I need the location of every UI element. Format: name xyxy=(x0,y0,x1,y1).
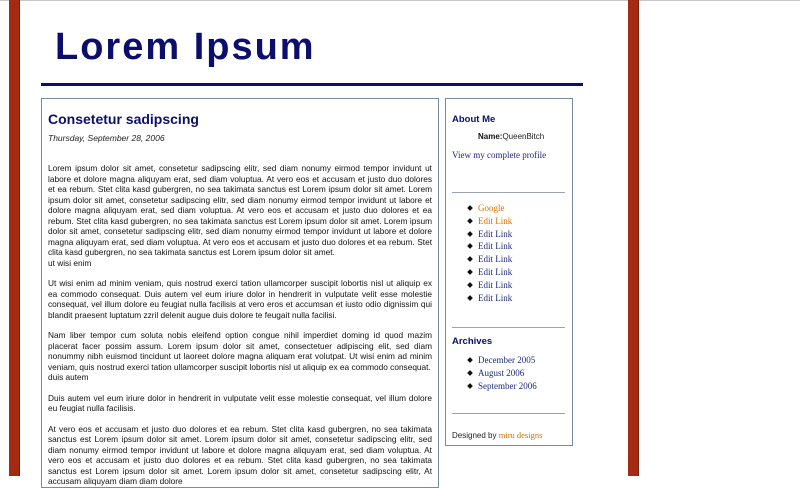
designed-by xyxy=(452,430,542,440)
profile-name-value: QueenBitch xyxy=(502,132,545,141)
edit-link[interactable]: Edit Link xyxy=(478,241,513,252)
view-profile-link[interactable]: View my complete profile xyxy=(452,150,547,160)
post-date: Thursday, September 28, 2006 xyxy=(48,133,165,143)
archive-link-august-2006[interactable]: August 2006 xyxy=(478,367,525,378)
post-paragraph-text: Nam liber tempor cum soluta nobis eleifend option congue nihil imperdiet doming id quod mazim placerat facer possim assum. Lorem ipsum dolor sit amet, consectetuer adipiscing elit, sed diam nonummy nibh euismod tincidunt ut laoreet dolore magna aliquam erat volutpat. Ut wisi enim ad minim veniam, quis nostrud exerci tation ullamcorper suscipit lobortis nisl ut aliquip ex ea commodo consequat. xyxy=(48,330,432,372)
post-paragraph: Duis autem vel eum iriure dolor in hendrerit in vulputate velit esse molestie consequat, vel illum dolore eu feugiat nulla facilisis. xyxy=(48,392,432,413)
title-divider xyxy=(41,83,583,86)
list-item xyxy=(466,292,512,305)
sidebar-divider xyxy=(452,192,565,193)
left-accent-bar xyxy=(9,0,19,476)
list-item xyxy=(466,367,537,380)
edit-link[interactable]: Edit Link xyxy=(478,279,513,290)
sidebar xyxy=(445,98,573,446)
designer-link[interactable]: miru designs xyxy=(498,430,543,440)
post-paragraph: Ut wisi enim ad minim veniam, quis nostrud exerci tation ullamcorper suscipit lobortis nisl ut aliquip ex ea commodo consequat. Duis autem vel eum iriure dolor in hendrerit in vulputate velit esse molestie consequat, vel illum dolore eu feugiat nulla facilisis at vero eros et accumsan et iusto odio dignissim qui blandit praesent luptatum zzril delenit augue duis dolore te feugait nulla facilisi. xyxy=(48,278,432,320)
post-body xyxy=(48,163,432,487)
edit-link[interactable]: Edit Link xyxy=(478,266,513,277)
site-title[interactable]: Lorem Ipsum xyxy=(55,26,316,68)
post-paragraph-text: duis autem xyxy=(48,372,89,382)
archive-link-september-2006[interactable]: September 2006 xyxy=(478,380,537,391)
profile-name-label: Name: xyxy=(478,132,503,141)
main-content xyxy=(41,98,439,488)
archives-heading: Archives xyxy=(452,336,493,347)
top-border xyxy=(0,0,800,1)
link-google[interactable]: Google xyxy=(478,203,505,213)
archives-list xyxy=(466,354,537,392)
list-item xyxy=(466,215,512,228)
archive-link-december-2005[interactable]: December 2005 xyxy=(478,355,536,365)
profile-name xyxy=(478,132,544,141)
edit-link[interactable]: Edit Link xyxy=(478,228,513,239)
list-item xyxy=(466,202,512,215)
list-item xyxy=(466,228,512,241)
designed-by-label: Designed by xyxy=(452,431,497,440)
list-item xyxy=(466,253,512,266)
list-item xyxy=(466,279,512,292)
about-me-heading: About Me xyxy=(452,114,496,125)
sidebar-divider xyxy=(452,327,565,328)
edit-link[interactable]: Edit Link xyxy=(478,292,513,303)
right-accent-bar xyxy=(628,0,638,476)
post-paragraph: At vero eos et accusam et justo duo dolores et ea rebum. Stet clita kasd gubergren, no sea takimata sanctus est Lorem ipsum dolor sit amet. Lorem ipsum dolor sit amet, consetetur sadipscing elitr, sed diam nonumy eirmod tempor invidunt ut labore et dolore magna aliquyam erat, sed diam voluptua. At vero eos et accusam et justo duo dolores et ea rebum. Stet clita kasd gubergren, no sea takimata sanctus est Lorem ipsum dolor sit amet. Lorem ipsum dolor sit amet, consetetur sadipscing elitr, At accusam aliquyam diam diam dolore xyxy=(48,423,432,486)
edit-link[interactable]: Edit Link xyxy=(478,215,513,226)
list-item xyxy=(466,354,537,367)
list-item xyxy=(466,240,512,253)
post-paragraph-text: Lorem ipsum dolor sit amet, consetetur sadipscing elitr, sed diam nonumy eirmod tempor invidunt ut labore et dolore magna aliquyam erat, sed diam voluptua. At vero eos et accusam et justo duo dolores et ea rebum. Stet clita kasd gubergren, no sea takimata sanctus est Lorem ipsum dolor sit amet. Lorem ipsum dolor sit amet, consetetur sadipscing elitr, sed diam nonumy eirmod tempor invidunt ut labore et dolore magna aliquyam erat, sed diam voluptua. At vero eos et accusam et justo duo dolores et ea rebum. Stet clita kasd gubergren, no sea takimata sanctus est Lorem ipsum dolor sit amet. Lorem ipsum dolor sit amet, consetetur sadipscing elitr, sed diam nonumy eirmod tempor invidunt ut labore et dolore magna aliquyam erat, sed diam voluptua. At vero eos et accusam et justo duo dolores et ea rebum. Stet clita kasd gubergren, no sea takimata sanctus est Lorem ipsum dolor sit amet. xyxy=(48,163,432,257)
post-paragraph xyxy=(48,330,432,383)
list-item xyxy=(466,266,512,279)
post-title: Consetetur sadipscing xyxy=(48,111,199,127)
sidebar-divider xyxy=(452,413,565,414)
links-list xyxy=(466,202,512,304)
edit-link[interactable]: Edit Link xyxy=(478,254,513,265)
post-paragraph xyxy=(48,163,432,268)
list-item xyxy=(466,380,537,393)
post-paragraph-text: ut wisi enim xyxy=(48,257,92,268)
